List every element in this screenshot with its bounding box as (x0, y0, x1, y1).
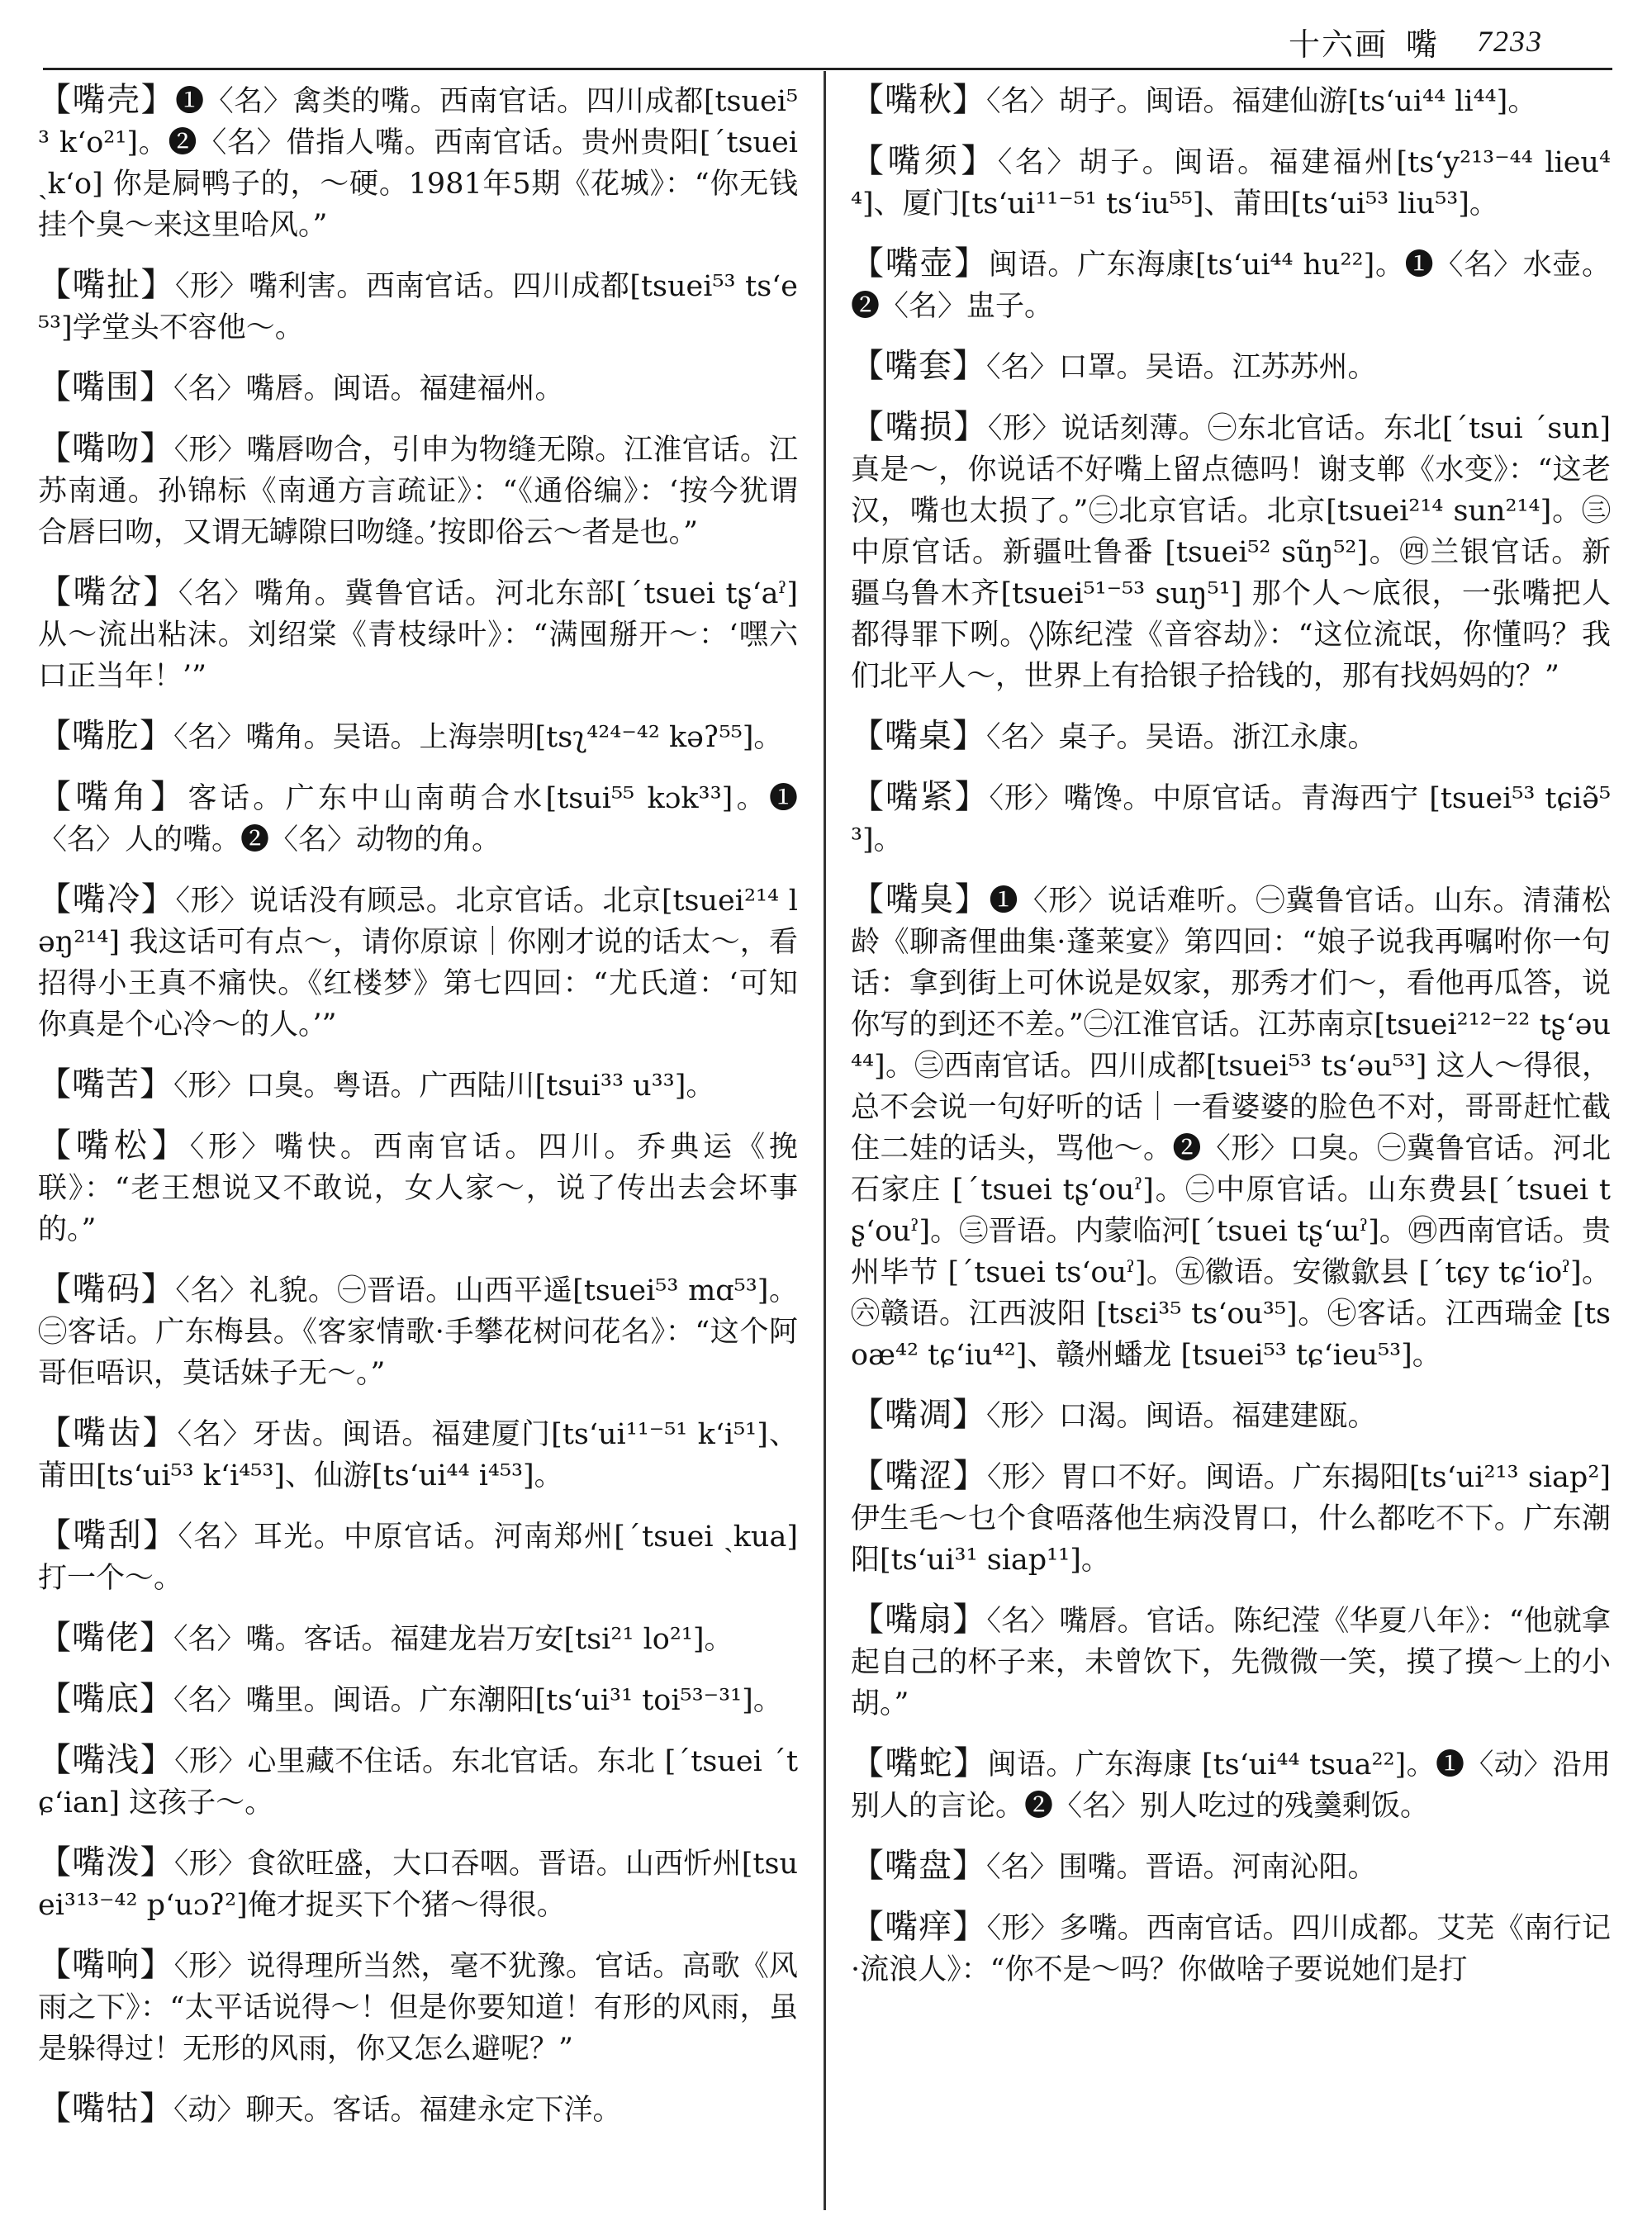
headword: 【嘴壶】 (851, 244, 989, 282)
headword: 【嘴围】 (38, 368, 173, 406)
definition: 〈名〉嘴角。冀鲁官话。河北东部[ˊtsuei tʂ‘aˀ]从～流出粘沫。刘绍棠《青枝绿叶》：“满囤掰开～：‘嘿六口正当年！’” (38, 577, 799, 693)
headword: 【嘴蛇】 (851, 1744, 988, 1782)
headword: 【嘴刮】 (38, 1516, 178, 1554)
headword: 【嘴泼】 (38, 1843, 174, 1881)
headword: 【嘴响】 (38, 1946, 174, 1984)
entry-27 (851, 879, 1611, 1376)
entry-18 (38, 1944, 798, 2070)
page-header (1289, 18, 1619, 64)
headword: 【嘴盘】 (851, 1847, 986, 1885)
headword: 【嘴牯】 (38, 2090, 173, 2128)
right-column (851, 79, 1611, 2009)
header-char: 嘴 (1406, 26, 1440, 63)
definition: 〈名〉胡子。闽语。福建仙游[ts‘ui⁴⁴ li⁴⁴]。 (986, 85, 1537, 118)
headword: 【嘴码】 (38, 1270, 176, 1308)
entry-23 (851, 345, 1611, 388)
entry-32 (851, 1845, 1611, 1888)
definition: 〈名〉胡子。闽语。福建福州[ts‘y²¹³⁻⁴⁴ lieu⁴⁴]、厦门[ts‘ui¹¹⁻⁵¹ ts‘iu⁵⁵]、莆田[ts‘ui⁵³ liu⁵³]。 (851, 146, 1611, 221)
headword: 【嘴壳】 (38, 81, 176, 119)
section-label: 十六画 (1289, 26, 1389, 63)
headword: 【嘴痒】 (851, 1908, 987, 1946)
header-rule (43, 68, 1612, 70)
headword: 【嘴肐】 (38, 717, 173, 755)
entry-3 (38, 367, 798, 410)
definition: 〈形〉食欲旺盛，大口吞咽。晋语。山西忻州[tsuei³¹³⁻⁴² p‘uɔʔ²]俺才捉买下个猪～得很。 (38, 1848, 799, 1922)
entry-13 (38, 1515, 798, 1599)
column-divider (824, 71, 826, 2210)
definition: 〈名〉围嘴。晋语。河南沁阳。 (986, 1851, 1377, 1884)
definition: 〈形〉说得理所当然，毫不犹豫。官话。高歌《风雨之下》：“太平话说得～！但是你要知道！有形的风雨，虽是躲得过！无形的风雨，你又怎么避呢？” (38, 1950, 798, 2066)
headword: 【嘴扯】 (38, 266, 175, 304)
definition: 客话。广东中山南萌合水[tsui⁵⁵ kɔk³³]。❶〈名〉人的嘴。❷〈名〉动物的角。 (38, 782, 799, 856)
definition: 〈形〉嘴馋。中原官话。青海西宁 [tsuei⁵³ tɕiə̃⁵³]。 (851, 782, 1611, 856)
entry-16 (38, 1739, 798, 1824)
headword: 【嘴底】 (38, 1680, 173, 1718)
page-number: 7233 (1477, 25, 1544, 58)
entry-8 (38, 879, 798, 1046)
definition: 〈名〉耳光。中原官话。河南郑州[ˊtsuei ˏkua] 打一个～。 (38, 1521, 798, 1595)
entry-30 (851, 1599, 1611, 1725)
entry-6 (38, 715, 798, 758)
definition: 〈形〉胃口不好。闽语。广东揭阳[ts‘ui²¹³ siap²] 伊生毛～乜个食唔落他生病没胃口，什么都吃不下。广东潮阳[ts‘ui³¹ siap¹¹]。 (851, 1461, 1612, 1577)
definition: 闽语。广东海康[ts‘ui⁴⁴ hu²²]。❶〈名〉水壶。❷〈名〉盅子。 (851, 249, 1612, 323)
definition: 〈形〉嘴利害。西南官话。四川成都[tsuei⁵³ ts‘e⁵³]学堂头不容他～。 (38, 270, 798, 344)
headword: 【嘴损】 (851, 408, 988, 446)
entry-33 (851, 1906, 1611, 1990)
entry-24 (851, 406, 1611, 697)
headword: 【嘴佬】 (38, 1619, 173, 1657)
definition: 〈形〉口臭。粤语。广西陆川[tsui³³ u³³]。 (173, 1070, 715, 1103)
entry-22 (851, 243, 1611, 327)
headword: 【嘴凋】 (851, 1396, 986, 1434)
entry-5 (38, 572, 798, 697)
definition: 〈名〉牙齿。闽语。福建厦门[ts‘ui¹¹⁻⁵¹ k‘i⁵¹]、莆田[ts‘ui⁵³ k‘i⁴⁵³]、仙游[ts‘ui⁴⁴ i⁴⁵³]。 (38, 1418, 799, 1492)
entry-15 (38, 1678, 798, 1721)
entry-31 (851, 1743, 1611, 1827)
definition: 〈名〉礼貌。㊀晋语。山西平遥[tsuei⁵³ mɑ⁵³]。㊁客话。广东梅县。《客家情歌·手攀花树问花名》：“这个阿哥佢唔识，莫话妹子无～。” (38, 1274, 798, 1390)
definition: 〈名〉嘴角。吴语。上海崇明[tsʅ⁴²⁴⁻⁴² kəʔ⁵⁵]。 (173, 721, 783, 754)
definition: 〈形〉嘴唇吻合，引申为物缝无隙。江淮官话。江苏南通。孙锦标《南通方言疏证》：“《通俗编》：‘按今犹谓合唇曰吻，又谓无罅隙曰吻缝。’按即俗云～者是也。” (38, 434, 798, 549)
entry-25 (851, 715, 1611, 758)
entry-17 (38, 1842, 798, 1926)
definition: 〈形〉说话没有顾忌。北京官话。北京[tsuei²¹⁴ ləŋ²¹⁴] 我这话可有点～，请你原谅｜你刚才说的话太～，看招得小王真不痛快。《红楼梦》第七四回：“尤氏道：‘可知你真是个心冷～的人。’” (38, 885, 799, 1041)
definition: ❶〈形〉说话难听。㊀冀鲁官话。山东。清蒲松龄《聊斋俚曲集·蓬莱宴》第四回：“娘子说我再嘱咐你一句话：拿到街上可休说是奴家，那秀才们～，看他再瓜答，说你写的到还不差。”㊁江淮官话。江苏南京[tsuei²¹²⁻²² tʂ‘əu⁴⁴]。㊂西南官话。四川成都[tsuei⁵³ ts‘əu⁵³] 这人～得很，总不会说一句好听的话｜一看婆婆的脸色不对，哥哥赶忙截住二娃的话头，骂他～。❷〈形〉口臭。㊀冀鲁官话。河北石家庄 [ˊtsuei tʂ‘ouˀ]。㊁中原官话。山东费县[ˊtsuei tʂ‘ouˀ]。㊂晋语。内蒙临河[ˊtsuei tʂ‘ɯˀ]。㊃西南官话。贵州毕节 [ˊtsuei ts‘ouˀ]。㊄徽语。安徽歙县 [ˊtɕy tɕ‘ioˀ]。㊅赣语。江西波阳 [tsɛi³⁵ ts‘ou³⁵]。㊆客话。江西瑞金 [tsoæ⁴² tɕ‘iu⁴²]、赣州蟠龙 [tsuei⁵³ tɕ‘ieu⁵³]。 (851, 885, 1611, 1372)
headword: 【嘴松】 (38, 1127, 190, 1165)
headword: 【嘴桌】 (851, 717, 986, 755)
definition: ❶〈名〉禽类的嘴。西南官话。四川成都[tsuei⁵³ k‘o²¹]。❷〈名〉借指人嘴。西南官话。贵州贵阳[ˊtsuei ˏk‘o] 你是屙鸭子的，～硬。1981年5期《花城》：“你无钱挂个臭～来这里哈风。” (38, 85, 798, 242)
entry-10 (38, 1125, 798, 1250)
definition: 〈形〉心里藏不住话。东北官话。东北 [ˊtsuei ˊtɕ‘ian] 这孩子～。 (38, 1745, 799, 1820)
headword: 【嘴臭】 (851, 880, 990, 918)
entry-29 (851, 1455, 1611, 1581)
headword: 【嘴套】 (851, 347, 986, 385)
definition: 〈动〉聊天。客话。福建永定下洋。 (173, 2094, 622, 2127)
headword: 【嘴涩】 (851, 1457, 987, 1495)
entry-4 (38, 428, 798, 553)
entry-11 (38, 1269, 798, 1394)
definition: 〈名〉口罩。吴语。江苏苏州。 (986, 351, 1377, 384)
headword: 【嘴扇】 (851, 1601, 987, 1639)
definition: 〈名〉桌子。吴语。浙江永康。 (986, 721, 1377, 754)
headword: 【嘴紧】 (851, 778, 990, 816)
headword: 【嘴秋】 (851, 81, 986, 119)
entry-14 (38, 1617, 798, 1660)
entry-26 (851, 776, 1611, 861)
headword: 【嘴岔】 (38, 573, 178, 611)
entry-21 (851, 140, 1611, 225)
headword: 【嘴冷】 (38, 880, 176, 918)
definition: 闽语。广东海康 [ts‘ui⁴⁴ tsua²²]。❶〈动〉沿用别人的言论。❷〈名〉别人吃过的残羹剩饭。 (851, 1748, 1612, 1823)
headword: 【嘴吻】 (38, 429, 174, 467)
definition: 〈名〉嘴。客话。福建龙岩万安[tsi²¹ lo²¹]。 (173, 1623, 733, 1656)
headword: 【嘴浅】 (38, 1741, 175, 1779)
definition: 〈名〉嘴里。闽语。广东潮阳[ts‘ui³¹ toi⁵³⁻³¹]。 (173, 1684, 782, 1717)
entry-1 (38, 79, 798, 246)
definition: 〈形〉嘴快。西南官话。四川。乔典运《挽联》：“老王想说又不敢说，女人家～，说了传出去会坏事的。” (38, 1131, 798, 1246)
entry-7 (38, 776, 798, 861)
entry-2 (38, 264, 798, 349)
headword: 【嘴角】 (38, 778, 188, 816)
definition: 〈名〉嘴唇。官话。陈纪滢《华夏八年》：“他就拿起自己的杯子来，未曾饮下，先微微一笑，摸了摸～上的小胡。” (851, 1605, 1611, 1720)
entry-9 (38, 1064, 798, 1107)
headword: 【嘴苦】 (38, 1065, 173, 1103)
headword: 【嘴须】 (851, 142, 998, 180)
headword: 【嘴齿】 (38, 1414, 178, 1452)
left-column (38, 79, 798, 2149)
definition: 〈形〉多嘴。西南官话。四川成都。艾芜《南行记·流浪人》：“你不是～吗？你做啥子要说她们是打 (851, 1912, 1611, 1986)
entry-28 (851, 1394, 1611, 1437)
definition: 〈形〉口渴。闽语。福建建瓯。 (986, 1400, 1377, 1433)
entry-12 (38, 1412, 798, 1497)
entry-19 (38, 2088, 798, 2131)
definition: 〈名〉嘴唇。闽语。福建福州。 (173, 372, 564, 406)
definition: 〈形〉说话刻薄。㊀东北官话。东北[ˊtsui ˊsun] 真是～，你说话不好嘴上留点德吗！谢支郸《水变》：“这老汉，嘴也太损了。”㊁北京官话。北京[tsuei²¹⁴ sun²¹⁴]。㊂中原官话。新疆吐鲁番 [tsuei⁵² sũŋ⁵²]。㊃兰银官话。新疆乌鲁木齐[tsuei⁵¹⁻⁵³ suŋ⁵¹] 那个人～底很，一张嘴把人都得罪下咧。◊陈纪滢《音容劫》：“这位流氓，你懂吗？我们北平人～，世界上有拾银子拾钱的，那有找妈妈的？” (851, 412, 1611, 693)
entry-20 (851, 79, 1611, 122)
